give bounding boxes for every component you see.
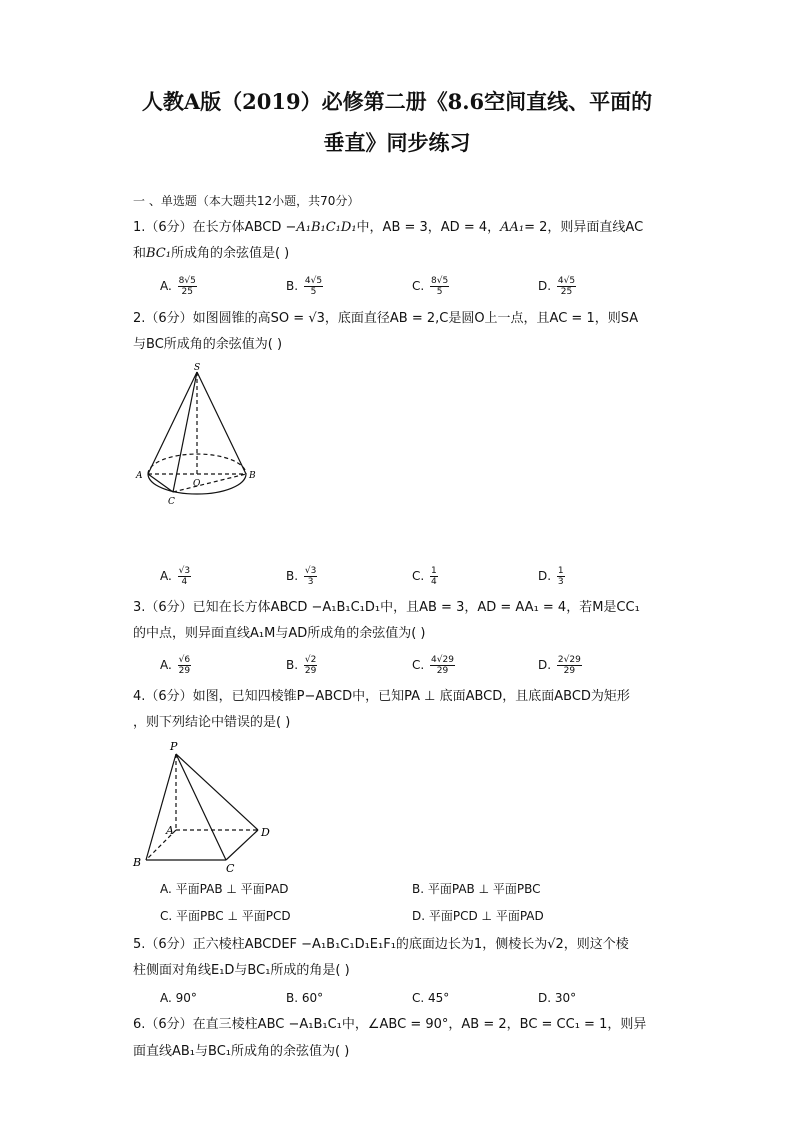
- q2-option-c[interactable]: C. $\frac{1}{4}$: [412, 566, 437, 587]
- q3-line2: 的中点，则异面直线A₁M与AD所成角的余弦值为( ): [133, 626, 426, 641]
- q3-option-a[interactable]: A. $\frac{√6}{29}$: [160, 655, 191, 676]
- q2-option-d[interactable]: D. $\frac{1}{3}$: [538, 566, 564, 587]
- cone-label-o: O: [193, 479, 201, 489]
- q3-option-c[interactable]: C. $\frac{4√29}{29}$: [412, 655, 454, 676]
- q4-option-c[interactable]: C. 平面PBC ⊥ 平面PCD: [160, 909, 291, 923]
- q2-option-a[interactable]: A. $\frac{√3}{4}$: [160, 566, 191, 587]
- pyramid-label-d: D: [261, 826, 270, 839]
- cone-label-s: S: [194, 363, 201, 373]
- q3-line1: 3.（6分）已知在长方体ABCD −A₁B₁C₁D₁中，且AB = 3，AD = AA₁ = 4，若M是CC₁: [133, 600, 640, 615]
- cone-label-b: B: [249, 471, 256, 481]
- cone-figure: [130, 360, 270, 510]
- q1-line2: 和BC₁所成角的余弦值是( ): [133, 246, 290, 261]
- q6-line1: 6.（6分）在直三棱柱ABC −A₁B₁C₁中，∠ABC = 90°，AB = 2，BC = CC₁ = 1，则异: [133, 1017, 647, 1032]
- q3-option-b[interactable]: B. $\frac{√2}{29}$: [286, 655, 317, 676]
- pyramid-figure: [128, 738, 278, 878]
- q5-option-a[interactable]: A. 90°: [160, 991, 197, 1005]
- section-heading: 一 、单选题（本大题共12小题，共70分）: [133, 194, 360, 208]
- cone-label-c: C: [168, 497, 175, 507]
- cone-label-a: A: [136, 471, 143, 481]
- q2-line1: 2.（6分）如图圆锥的高SO = √3，底面直径AB = 2,C是圆O上一点，且AC = 1，则SA: [133, 311, 639, 326]
- q1-option-b[interactable]: B. $\frac{4√5}{5}$: [286, 276, 323, 297]
- pyramid-label-a: A: [166, 824, 174, 837]
- q2-line2: 与BC所成角的余弦值为( ): [133, 337, 283, 352]
- q1-option-a[interactable]: A. $\frac{8√5}{25}$: [160, 276, 196, 297]
- pyramid-label-c: C: [226, 862, 235, 875]
- q5-line1: 5.（6分）正六棱柱ABCDEF −A₁B₁C₁D₁E₁F₁的底面边长为1，侧棱长为√2，则这个棱: [133, 937, 629, 952]
- doc-title-line2: 垂直》同步练习: [323, 130, 471, 155]
- q6-line2: 面直线AB₁与BC₁所成角的余弦值为( ): [133, 1044, 350, 1059]
- q2-option-b[interactable]: B. $\frac{√3}{3}$: [286, 566, 317, 587]
- q1-line1: 1.（6分）在长方体ABCD −A₁B₁C₁D₁中，AB = 3，AD = 4，AA₁= 2，则异面直线AC: [133, 220, 644, 235]
- q5-option-b[interactable]: B. 60°: [286, 991, 324, 1005]
- q4-option-d[interactable]: D. 平面PCD ⊥ 平面PAD: [412, 909, 544, 923]
- pyramid-label-b: B: [133, 856, 142, 869]
- doc-title-line1: 人教A版（2019）必修第二册《8.6空间直线、平面的: [141, 89, 653, 114]
- q4-option-a[interactable]: A. 平面PAB ⊥ 平面PAD: [160, 882, 289, 896]
- q1-option-d[interactable]: D. $\frac{4√5}{25}$: [538, 276, 576, 297]
- q5-option-d[interactable]: D. 30°: [538, 991, 577, 1005]
- q5-option-c[interactable]: C. 45°: [412, 991, 450, 1005]
- q4-line2: ，则下列结论中错误的是( ): [133, 715, 291, 730]
- q3-option-d[interactable]: D. $\frac{2√29}{29}$: [538, 655, 581, 676]
- q4-option-b[interactable]: B. 平面PAB ⊥ 平面PBC: [412, 882, 541, 896]
- q5-line2: 柱侧面对角线E₁D与BC₁所成的角是( ): [133, 963, 350, 978]
- pyramid-label-p: P: [170, 740, 178, 753]
- q4-line1: 4.（6分）如图，已知四棱锥P−ABCD中，已知PA ⊥ 底面ABCD，且底面ABCD为矩形: [133, 689, 630, 704]
- q1-option-c[interactable]: C. $\frac{8√5}{5}$: [412, 276, 449, 297]
